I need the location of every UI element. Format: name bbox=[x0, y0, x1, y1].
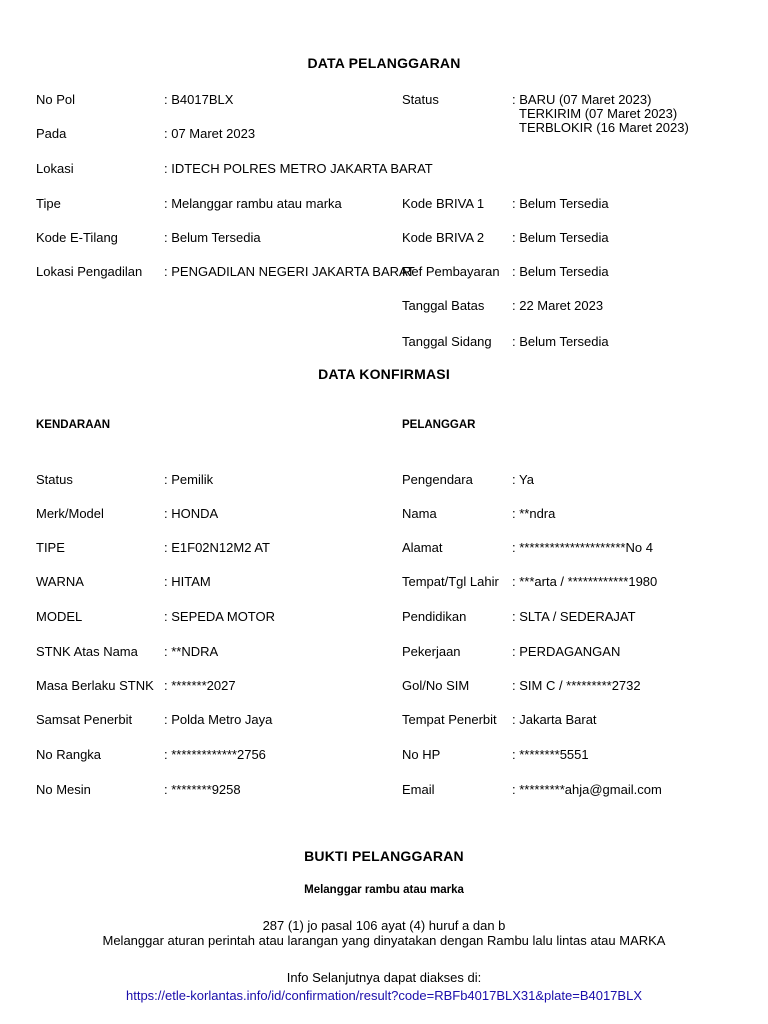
kendaraan-row-label: Status bbox=[36, 472, 73, 487]
pelanggaran-row-label: Ref Pembayaran bbox=[402, 264, 500, 279]
pelanggaran-title: DATA PELANGGARAN bbox=[307, 55, 461, 71]
kendaraan-row-label: Merk/Model bbox=[36, 506, 104, 521]
confirmation-link[interactable]: https://etle-korlantas.info/id/confirmation/result?code=RBFb4017BLX31&plate=B4017BLX bbox=[126, 988, 642, 1003]
pelanggar-row-value: : *********ahja@gmail.com bbox=[512, 782, 662, 797]
status-label: Status bbox=[402, 92, 439, 107]
pelanggaran-row-label: Tanggal Sidang bbox=[402, 334, 492, 349]
pelanggaran-row-value: : Belum Tersedia bbox=[512, 334, 609, 349]
pelanggaran-row-label: Tanggal Batas bbox=[402, 298, 485, 313]
kendaraan-row-value: : E1F02N12M2 AT bbox=[164, 540, 270, 555]
pelanggar-row-label: Pengendara bbox=[402, 472, 473, 487]
pelanggaran-row-label: Pada bbox=[36, 126, 67, 141]
pelanggar-row-value: : ********5551 bbox=[512, 747, 589, 762]
pelanggar-row-label: Pekerjaan bbox=[402, 644, 461, 659]
pelanggaran-row-label: Lokasi Pengadilan bbox=[36, 264, 143, 279]
status-line-2: TERKIRIM (07 Maret 2023) bbox=[519, 106, 678, 121]
pelanggaran-row-value: : B4017BLX bbox=[164, 92, 234, 107]
pelanggar-row-label: Alamat bbox=[402, 540, 443, 555]
pelanggaran-row-value: : 22 Maret 2023 bbox=[512, 298, 604, 313]
pelanggar-row-value: : **ndra bbox=[512, 506, 556, 521]
pelanggaran-row-label: Kode BRIVA 2 bbox=[402, 230, 485, 245]
kendaraan-row-label: TIPE bbox=[36, 540, 65, 555]
pelanggar-heading: PELANGGAR bbox=[402, 419, 476, 431]
bukti-deskripsi: Melanggar aturan perintah atau larangan yang dinyatakan dengan Rambu lalu lintas atau MARKA bbox=[102, 933, 666, 948]
pelanggaran-row-value: : Belum Tersedia bbox=[512, 196, 609, 211]
pelanggaran-row-value: : Belum Tersedia bbox=[512, 230, 609, 245]
kendaraan-row-label: No Mesin bbox=[36, 782, 91, 797]
pelanggaran-row-label: Tipe bbox=[36, 196, 61, 211]
pelanggar-row-value: : Jakarta Barat bbox=[512, 712, 597, 727]
pelanggar-row-label: Tempat Penerbit bbox=[402, 712, 497, 727]
kendaraan-row-label: MODEL bbox=[36, 609, 83, 624]
status-line-1: : BARU (07 Maret 2023) bbox=[512, 92, 652, 107]
kendaraan-row-value: : **NDRA bbox=[164, 644, 219, 659]
kendaraan-row-label: WARNA bbox=[36, 574, 84, 589]
pelanggaran-row-label: Lokasi bbox=[36, 161, 74, 176]
pelanggar-row-label: Nama bbox=[402, 506, 437, 521]
pelanggaran-row-label: Kode BRIVA 1 bbox=[402, 196, 485, 211]
pelanggaran-row-value: : PENGADILAN NEGERI JAKARTA BARAT bbox=[164, 264, 415, 279]
pelanggaran-row-label: No Pol bbox=[36, 92, 76, 107]
kendaraan-row-value: : Polda Metro Jaya bbox=[164, 712, 273, 727]
pelanggaran-row-value: : Melanggar rambu atau marka bbox=[164, 196, 342, 211]
pelanggaran-row-value: : 07 Maret 2023 bbox=[164, 126, 256, 141]
pelanggar-row-label: Pendidikan bbox=[402, 609, 467, 624]
bukti-pasal: 287 (1) jo pasal 106 ayat (4) huruf a dan b bbox=[262, 918, 506, 933]
pelanggar-row-label: Tempat/Tgl Lahir bbox=[402, 574, 499, 589]
kendaraan-row-label: Masa Berlaku STNK bbox=[36, 678, 154, 693]
kendaraan-row-value: : HITAM bbox=[164, 574, 211, 589]
pelanggar-row-label: No HP bbox=[402, 747, 441, 762]
pelanggar-row-label: Email bbox=[402, 782, 435, 797]
konfirmasi-title: DATA KONFIRMASI bbox=[318, 366, 450, 382]
pelanggaran-row-value: : Belum Tersedia bbox=[164, 230, 261, 245]
pelanggar-row-label: Gol/No SIM bbox=[402, 678, 470, 693]
pelanggar-row-value: : ***arta / ************1980 bbox=[512, 574, 658, 589]
bukti-title: BUKTI PELANGGARAN bbox=[304, 848, 464, 864]
kendaraan-row-label: No Rangka bbox=[36, 747, 102, 762]
kendaraan-row-value: : ********9258 bbox=[164, 782, 241, 797]
pelanggaran-row-label: Kode E-Tilang bbox=[36, 230, 118, 245]
kendaraan-row-label: STNK Atas Nama bbox=[36, 644, 138, 659]
pelanggaran-row-value: : IDTECH POLRES METRO JAKARTA BARAT bbox=[164, 161, 433, 176]
pelanggar-row-value: : SLTA / SEDERAJAT bbox=[512, 609, 636, 624]
bukti-subtitle: Melanggar rambu atau marka bbox=[304, 884, 464, 896]
kendaraan-row-label: Samsat Penerbit bbox=[36, 712, 133, 727]
kendaraan-heading: KENDARAAN bbox=[36, 419, 111, 431]
kendaraan-row-value: : SEPEDA MOTOR bbox=[164, 609, 276, 624]
kendaraan-row-value: : Pemilik bbox=[164, 472, 214, 487]
pelanggar-row-value: : SIM C / *********2732 bbox=[512, 678, 641, 693]
bukti-info: Info Selanjutnya dapat diakses di: bbox=[286, 970, 482, 985]
pelanggaran-row-value: : Belum Tersedia bbox=[512, 264, 609, 279]
pelanggar-row-value: : *********************No 4 bbox=[512, 540, 653, 555]
kendaraan-row-value: : *************2756 bbox=[164, 747, 266, 762]
pelanggar-row-value: : PERDAGANGAN bbox=[512, 644, 621, 659]
pelanggar-row-value: : Ya bbox=[512, 472, 534, 487]
status-line-3: TERBLOKIR (16 Maret 2023) bbox=[519, 120, 689, 135]
kendaraan-row-value: : *******2027 bbox=[164, 678, 236, 693]
kendaraan-row-value: : HONDA bbox=[164, 506, 219, 521]
